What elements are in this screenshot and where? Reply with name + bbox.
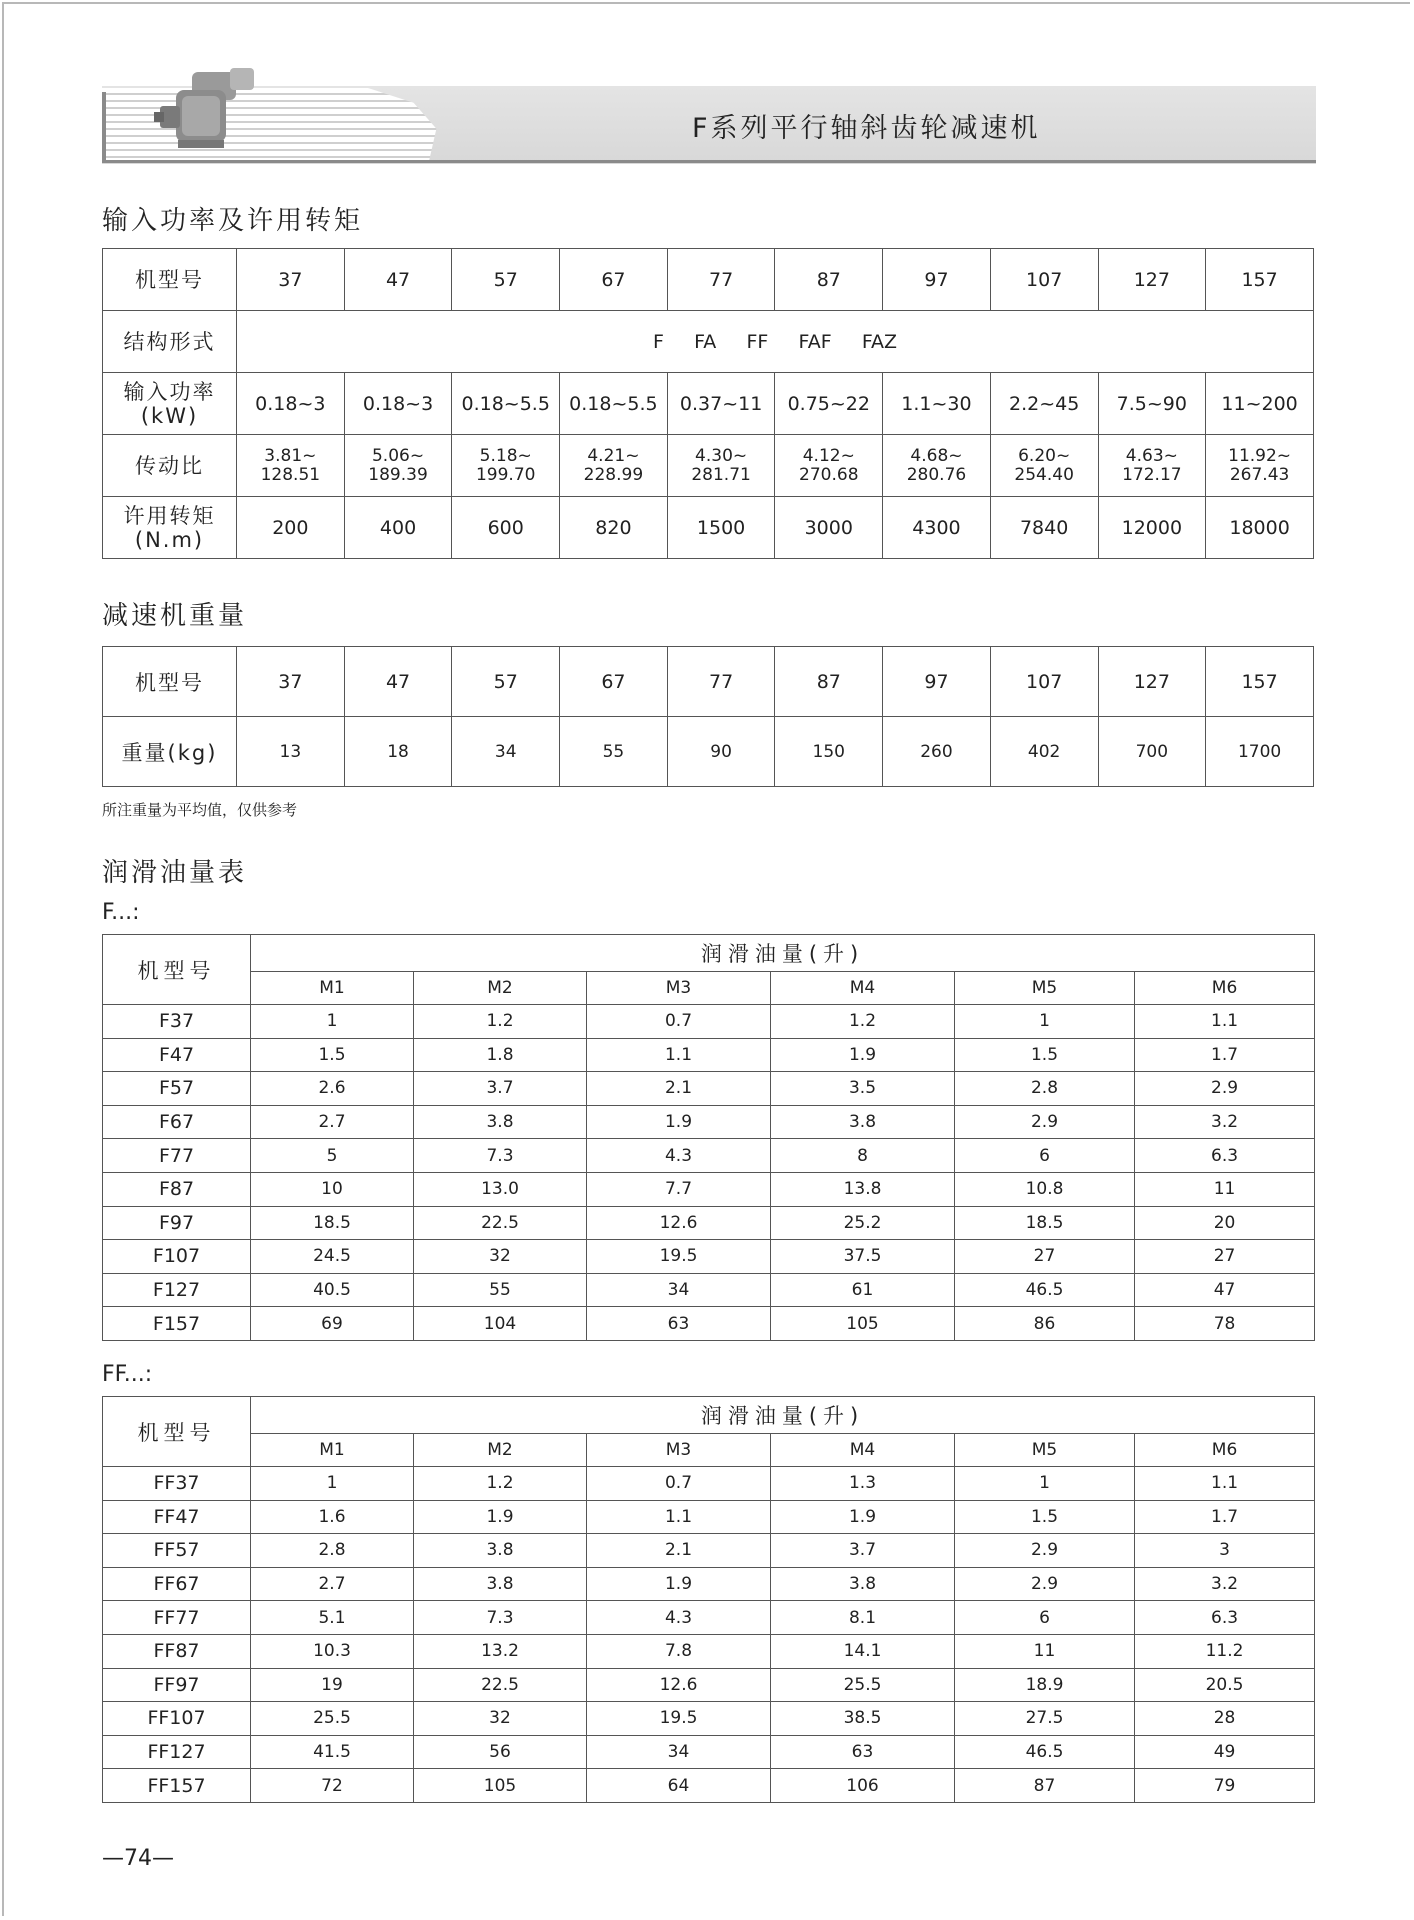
row-header-ratio: 传动比: [103, 435, 237, 497]
cell-oil-volume: 6: [955, 1601, 1135, 1635]
cell-weight: 90: [667, 717, 775, 787]
cell-oil-volume: 1.5: [251, 1038, 414, 1072]
table-row: [103, 1534, 1315, 1568]
cell-oil-volume: 41.5: [251, 1735, 414, 1769]
cell-model: 37: [237, 249, 345, 311]
table-row: [103, 1105, 1315, 1139]
cell-oil-volume: 1: [955, 1467, 1135, 1501]
header-frame-left: [102, 92, 106, 162]
cell-model: F47: [103, 1038, 251, 1072]
ratio-high: 280.76: [906, 464, 967, 485]
cell-oil-volume: 46.5: [955, 1735, 1135, 1769]
position-header: M6: [1135, 972, 1315, 1005]
ratio-high: 172.17: [1122, 464, 1182, 485]
position-header: M5: [955, 1434, 1135, 1467]
cell-oil-volume: 1.1: [587, 1038, 771, 1072]
cell-torque: 400: [344, 497, 452, 559]
row-header-power: [103, 373, 237, 435]
cell-oil-volume: 3.8: [414, 1567, 587, 1601]
cell-model: FF157: [103, 1769, 251, 1803]
cell-weight: 402: [990, 717, 1098, 787]
cell-oil-volume: 13.0: [414, 1172, 587, 1206]
cell-oil-volume: 3.8: [414, 1534, 587, 1568]
table-row: [103, 1172, 1315, 1206]
page-number: —74—: [102, 1846, 174, 1871]
cell-weight: 150: [775, 717, 883, 787]
cell-oil-volume: 87: [955, 1769, 1135, 1803]
cell-torque: 820: [560, 497, 668, 559]
cell-oil-volume: 1.9: [771, 1038, 955, 1072]
cell-oil-volume: 11.2: [1135, 1634, 1315, 1668]
cell-oil-volume: 6: [955, 1139, 1135, 1173]
cell-oil-volume: 2.9: [1135, 1072, 1315, 1106]
ratio-high: 281.71: [691, 464, 751, 485]
cell-oil-volume: 10: [251, 1172, 414, 1206]
cell-oil-volume: 2.8: [955, 1072, 1135, 1106]
cell-model: 107: [990, 647, 1098, 717]
cell-oil-volume: 18.9: [955, 1668, 1135, 1702]
ratio-low: 4.21~: [587, 445, 640, 466]
cell-oil-volume: 106: [771, 1769, 955, 1803]
cell-torque: 200: [237, 497, 345, 559]
cell-oil-volume: 4.3: [587, 1139, 771, 1173]
cell-oil-volume: 64: [587, 1769, 771, 1803]
table-row: [103, 1702, 1315, 1736]
cell-oil-volume: 7.3: [414, 1601, 587, 1635]
cell-oil-volume: 1.6: [251, 1500, 414, 1534]
cell-power: 0.18~3: [237, 373, 345, 435]
oil-position-row: [103, 1434, 1315, 1467]
cell-oil-volume: 32: [414, 1702, 587, 1736]
torque-unit: (N.m): [134, 527, 205, 552]
cell-oil-volume: 12.6: [587, 1668, 771, 1702]
cell-torque: 12000: [1098, 497, 1206, 559]
position-header: M4: [771, 972, 955, 1005]
position-header: M1: [251, 972, 414, 1005]
position-header: M3: [587, 1434, 771, 1467]
cell-oil-volume: 1.2: [414, 1467, 587, 1501]
table-row: [103, 1769, 1315, 1803]
cell-oil-volume: 3.7: [771, 1534, 955, 1568]
cell-model: 47: [344, 249, 452, 311]
table-row: [103, 1038, 1315, 1072]
table-row: [103, 1735, 1315, 1769]
cell-oil-volume: 13.2: [414, 1634, 587, 1668]
cell-power: 7.5~90: [1098, 373, 1206, 435]
cell-torque: 4300: [883, 497, 991, 559]
table-row: [103, 1005, 1315, 1039]
oil-header-row: [103, 1397, 1315, 1434]
cell-oil-volume: 19: [251, 1668, 414, 1702]
cell-power: 0.75~22: [775, 373, 883, 435]
cell-power: 11~200: [1206, 373, 1314, 435]
cell-power: 1.1~30: [883, 373, 991, 435]
cell-ratio: [990, 435, 1098, 497]
power-label: 输入功率: [123, 379, 216, 404]
ratio-high: 189.39: [368, 464, 428, 485]
oil-table-ff: [102, 1396, 1315, 1803]
cell-model: 127: [1098, 249, 1206, 311]
cell-model: FF127: [103, 1735, 251, 1769]
cell-oil-volume: 2.7: [251, 1105, 414, 1139]
cell-oil-volume: 8.1: [771, 1601, 955, 1635]
cell-power: 0.18~5.5: [560, 373, 668, 435]
cell-oil-volume: 10.3: [251, 1634, 414, 1668]
cell-oil-volume: 47: [1135, 1273, 1315, 1307]
cell-oil-volume: 22.5: [414, 1206, 587, 1240]
cell-oil-volume: 56: [414, 1735, 587, 1769]
table-row: [103, 1139, 1315, 1173]
cell-power: 0.37~11: [667, 373, 775, 435]
cell-weight: 18: [344, 717, 452, 787]
cell-oil-volume: 3.8: [414, 1105, 587, 1139]
cell-oil-volume: 12.6: [587, 1206, 771, 1240]
cell-oil-volume: 5.1: [251, 1601, 414, 1635]
cell-oil-volume: 28: [1135, 1702, 1315, 1736]
cell-model: FF87: [103, 1634, 251, 1668]
cell-oil-volume: 37.5: [771, 1240, 955, 1274]
cell-oil-volume: 20: [1135, 1206, 1315, 1240]
cell-ratio: [344, 435, 452, 497]
cell-oil-volume: 19.5: [587, 1702, 771, 1736]
cell-oil-volume: 1.9: [414, 1500, 587, 1534]
cell-model: 47: [344, 647, 452, 717]
cell-model: 37: [237, 647, 345, 717]
cell-oil-volume: 7.3: [414, 1139, 587, 1173]
table-row: [103, 1634, 1315, 1668]
cell-model: FF37: [103, 1467, 251, 1501]
oil-table-f: [102, 934, 1315, 1341]
cell-oil-volume: 2.1: [587, 1534, 771, 1568]
cell-oil-volume: 38.5: [771, 1702, 955, 1736]
corner-model-label: 机型号: [103, 935, 251, 1005]
cell-oil-volume: 27: [1135, 1240, 1315, 1274]
torque-label: 许用转矩: [123, 503, 216, 528]
cell-oil-volume: 1.1: [1135, 1005, 1315, 1039]
power-torque-table: [102, 248, 1314, 559]
ratio-low: 11.92~: [1228, 445, 1292, 466]
cell-oil-volume: 1: [955, 1005, 1135, 1039]
cell-oil-volume: 3.2: [1135, 1567, 1315, 1601]
power-unit: (kW): [140, 403, 199, 428]
cell-model: FF97: [103, 1668, 251, 1702]
cell-model: FF67: [103, 1567, 251, 1601]
cell-oil-volume: 0.7: [587, 1467, 771, 1501]
row-header-torque: [103, 497, 237, 559]
row-header-structure: 结构形式: [103, 311, 237, 373]
cell-oil-volume: 1.9: [771, 1500, 955, 1534]
cell-model: F127: [103, 1273, 251, 1307]
table-row: [103, 1467, 1315, 1501]
cell-oil-volume: 1.2: [771, 1005, 955, 1039]
weight-note: 所注重量为平均值，仅供参考: [102, 801, 298, 819]
cell-oil-volume: 104: [414, 1307, 587, 1341]
table-row-ratio: [103, 435, 1314, 497]
cell-oil-volume: 19.5: [587, 1240, 771, 1274]
table-row: [103, 1072, 1315, 1106]
cell-oil-volume: 2.9: [955, 1567, 1135, 1601]
cell-ratio: [775, 435, 883, 497]
cell-oil-volume: 78: [1135, 1307, 1315, 1341]
cell-oil-volume: 1.8: [414, 1038, 587, 1072]
cell-model: 57: [452, 249, 560, 311]
ratio-high: 254.40: [1014, 464, 1074, 485]
table-row-weight: [103, 717, 1314, 787]
cell-oil-volume: 27: [955, 1240, 1135, 1274]
cell-torque: 600: [452, 497, 560, 559]
cell-oil-volume: 34: [587, 1273, 771, 1307]
cell-oil-volume: 1.9: [587, 1105, 771, 1139]
cell-oil-volume: 1.7: [1135, 1038, 1315, 1072]
cell-ratio: [667, 435, 775, 497]
ratio-low: 5.18~: [479, 445, 532, 466]
cell-oil-volume: 3.2: [1135, 1105, 1315, 1139]
position-header: M3: [587, 972, 771, 1005]
ff-series-label: FF...:: [102, 1362, 153, 1387]
row-header-model: 机型号: [103, 647, 237, 717]
cell-model: F97: [103, 1206, 251, 1240]
cell-ratio: [452, 435, 560, 497]
cell-oil-volume: 11: [1135, 1172, 1315, 1206]
cell-oil-volume: 20.5: [1135, 1668, 1315, 1702]
header-frame-bottom: [102, 160, 1316, 163]
cell-oil-volume: 2.9: [955, 1105, 1135, 1139]
cell-weight: 1700: [1206, 717, 1314, 787]
cell-oil-volume: 3.5: [771, 1072, 955, 1106]
cell-model: 107: [990, 249, 1098, 311]
cell-model: 97: [883, 647, 991, 717]
ratio-high: 128.51: [260, 464, 321, 485]
cell-ratio: [237, 435, 345, 497]
cell-oil-volume: 5: [251, 1139, 414, 1173]
cell-oil-volume: 1.7: [1135, 1500, 1315, 1534]
cell-model: 127: [1098, 647, 1206, 717]
ratio-low: 6.20~: [1018, 445, 1071, 466]
cell-oil-volume: 10.8: [955, 1172, 1135, 1206]
cell-model: F37: [103, 1005, 251, 1039]
cell-oil-volume: 7.7: [587, 1172, 771, 1206]
cell-model: F107: [103, 1240, 251, 1274]
position-header: M1: [251, 1434, 414, 1467]
cell-oil-volume: 105: [414, 1769, 587, 1803]
table-row: [103, 1240, 1315, 1274]
cell-oil-volume: 6.3: [1135, 1139, 1315, 1173]
cell-oil-volume: 24.5: [251, 1240, 414, 1274]
cell-model: FF77: [103, 1601, 251, 1635]
cell-ratio: [883, 435, 991, 497]
cell-oil-volume: 6.3: [1135, 1601, 1315, 1635]
position-header: M2: [414, 972, 587, 1005]
cell-oil-volume: 18.5: [251, 1206, 414, 1240]
cell-oil-volume: 2.6: [251, 1072, 414, 1106]
table-row-model: [103, 249, 1314, 311]
cell-oil-volume: 2.8: [251, 1534, 414, 1568]
cell-ratio: [1206, 435, 1314, 497]
table-row: [103, 1307, 1315, 1341]
table-row: [103, 1668, 1315, 1702]
section-title-weight: 减速机重量: [102, 601, 248, 631]
cell-model: 57: [452, 647, 560, 717]
cell-oil-volume: 63: [587, 1307, 771, 1341]
gearbox-product-image: [152, 64, 262, 156]
cell-weight: 700: [1098, 717, 1206, 787]
section-title-lubrication: 润滑油量表: [102, 858, 248, 888]
cell-oil-volume: 40.5: [251, 1273, 414, 1307]
cell-model: 87: [775, 249, 883, 311]
cell-power: 0.18~5.5: [452, 373, 560, 435]
section-title-power-torque: 输入功率及许用转矩: [102, 206, 364, 236]
cell-torque: 1500: [667, 497, 775, 559]
cell-oil-volume: 79: [1135, 1769, 1315, 1803]
ratio-high: 228.99: [583, 464, 644, 485]
ratio-high: 199.70: [475, 464, 536, 485]
cell-model: 87: [775, 647, 883, 717]
cell-oil-volume: 2.1: [587, 1072, 771, 1106]
header-title: F系列平行轴斜齿轮减速机: [692, 113, 1041, 144]
table-row-torque: [103, 497, 1314, 559]
table-row: [103, 1273, 1315, 1307]
cell-oil-volume: 1: [251, 1005, 414, 1039]
cell-oil-volume: 25.2: [771, 1206, 955, 1240]
cell-oil-volume: 1.5: [955, 1500, 1135, 1534]
table-row: [103, 1206, 1315, 1240]
cell-oil-volume: 1.1: [587, 1500, 771, 1534]
position-header: M5: [955, 972, 1135, 1005]
cell-model: FF47: [103, 1500, 251, 1534]
cell-weight: 55: [560, 717, 668, 787]
cell-model: FF107: [103, 1702, 251, 1736]
ratio-low: 4.30~: [695, 445, 748, 466]
ratio-low: 3.81~: [264, 445, 317, 466]
position-header: M4: [771, 1434, 955, 1467]
cell-oil-volume: 34: [587, 1735, 771, 1769]
cell-oil-volume: 3: [1135, 1534, 1315, 1568]
oil-position-row: [103, 972, 1315, 1005]
cell-oil-volume: 1.5: [955, 1038, 1135, 1072]
ratio-high: 270.68: [799, 464, 859, 485]
cell-oil-volume: 1.1: [1135, 1467, 1315, 1501]
cell-model: 97: [883, 249, 991, 311]
cell-model: F57: [103, 1072, 251, 1106]
cell-power: 2.2~45: [990, 373, 1098, 435]
cell-weight: 13: [237, 717, 345, 787]
cell-model: FF57: [103, 1534, 251, 1568]
table-row-model: [103, 647, 1314, 717]
cell-oil-volume: 25.5: [771, 1668, 955, 1702]
cell-oil-volume: 1.3: [771, 1467, 955, 1501]
ratio-low: 5.06~: [371, 445, 425, 466]
cell-model: F157: [103, 1307, 251, 1341]
cell-model: 77: [667, 249, 775, 311]
cell-model: 157: [1206, 647, 1314, 717]
cell-structure: F FA FF FAF FAZ: [237, 311, 1314, 373]
cell-oil-volume: 86: [955, 1307, 1135, 1341]
cell-ratio: [560, 435, 668, 497]
cell-oil-volume: 105: [771, 1307, 955, 1341]
cell-oil-volume: 1: [251, 1467, 414, 1501]
corner-model-label: 机型号: [103, 1397, 251, 1467]
cell-power: 0.18~3: [344, 373, 452, 435]
cell-model: 67: [560, 249, 668, 311]
table-row-structure: [103, 311, 1314, 373]
cell-oil-volume: 8: [771, 1139, 955, 1173]
cell-model: 157: [1206, 249, 1314, 311]
row-header-weight: 重量(kg): [103, 717, 237, 787]
cell-oil-volume: 4.3: [587, 1601, 771, 1635]
page-header: [102, 86, 1316, 164]
cell-ratio: [1098, 435, 1206, 497]
cell-oil-volume: 1.9: [587, 1567, 771, 1601]
oil-main-header: 润滑油量(升): [251, 1397, 1315, 1434]
cell-model: F87: [103, 1172, 251, 1206]
cell-oil-volume: 0.7: [587, 1005, 771, 1039]
cell-oil-volume: 3.8: [771, 1567, 955, 1601]
position-header: M6: [1135, 1434, 1315, 1467]
cell-oil-volume: 46.5: [955, 1273, 1135, 1307]
table-row-power: [103, 373, 1314, 435]
cell-oil-volume: 72: [251, 1769, 414, 1803]
cell-weight: 34: [452, 717, 560, 787]
table-row: [103, 1567, 1315, 1601]
cell-oil-volume: 7.8: [587, 1634, 771, 1668]
cell-torque: 7840: [990, 497, 1098, 559]
cell-weight: 260: [883, 717, 991, 787]
cell-oil-volume: 13.8: [771, 1172, 955, 1206]
cell-oil-volume: 63: [771, 1735, 955, 1769]
cell-oil-volume: 3.7: [414, 1072, 587, 1106]
cell-model: F67: [103, 1105, 251, 1139]
cell-oil-volume: 11: [955, 1634, 1135, 1668]
cell-model: 77: [667, 647, 775, 717]
position-header: M2: [414, 1434, 587, 1467]
cell-oil-volume: 69: [251, 1307, 414, 1341]
cell-oil-volume: 55: [414, 1273, 587, 1307]
cell-oil-volume: 18.5: [955, 1206, 1135, 1240]
cell-oil-volume: 2.9: [955, 1534, 1135, 1568]
cell-oil-volume: 61: [771, 1273, 955, 1307]
cell-oil-volume: 2.7: [251, 1567, 414, 1601]
cell-model: F77: [103, 1139, 251, 1173]
cell-oil-volume: 25.5: [251, 1702, 414, 1736]
cell-oil-volume: 22.5: [414, 1668, 587, 1702]
ratio-high: 267.43: [1229, 464, 1290, 485]
cell-oil-volume: 1.2: [414, 1005, 587, 1039]
cell-oil-volume: 14.1: [771, 1634, 955, 1668]
weight-table: [102, 646, 1314, 787]
table-row: [103, 1601, 1315, 1635]
table-row: [103, 1500, 1315, 1534]
ratio-low: 4.12~: [802, 445, 855, 466]
ratio-low: 4.68~: [910, 445, 963, 466]
cell-oil-volume: 27.5: [955, 1702, 1135, 1736]
cell-oil-volume: 32: [414, 1240, 587, 1274]
cell-torque: 3000: [775, 497, 883, 559]
ratio-low: 4.63~: [1125, 445, 1178, 466]
oil-main-header: 润滑油量(升): [251, 935, 1315, 972]
cell-torque: 18000: [1206, 497, 1314, 559]
f-series-label: F...:: [102, 900, 140, 925]
cell-oil-volume: 49: [1135, 1735, 1315, 1769]
cell-oil-volume: 3.8: [771, 1105, 955, 1139]
row-header-model: 机型号: [103, 249, 237, 311]
cell-model: 67: [560, 647, 668, 717]
oil-header-row: [103, 935, 1315, 972]
